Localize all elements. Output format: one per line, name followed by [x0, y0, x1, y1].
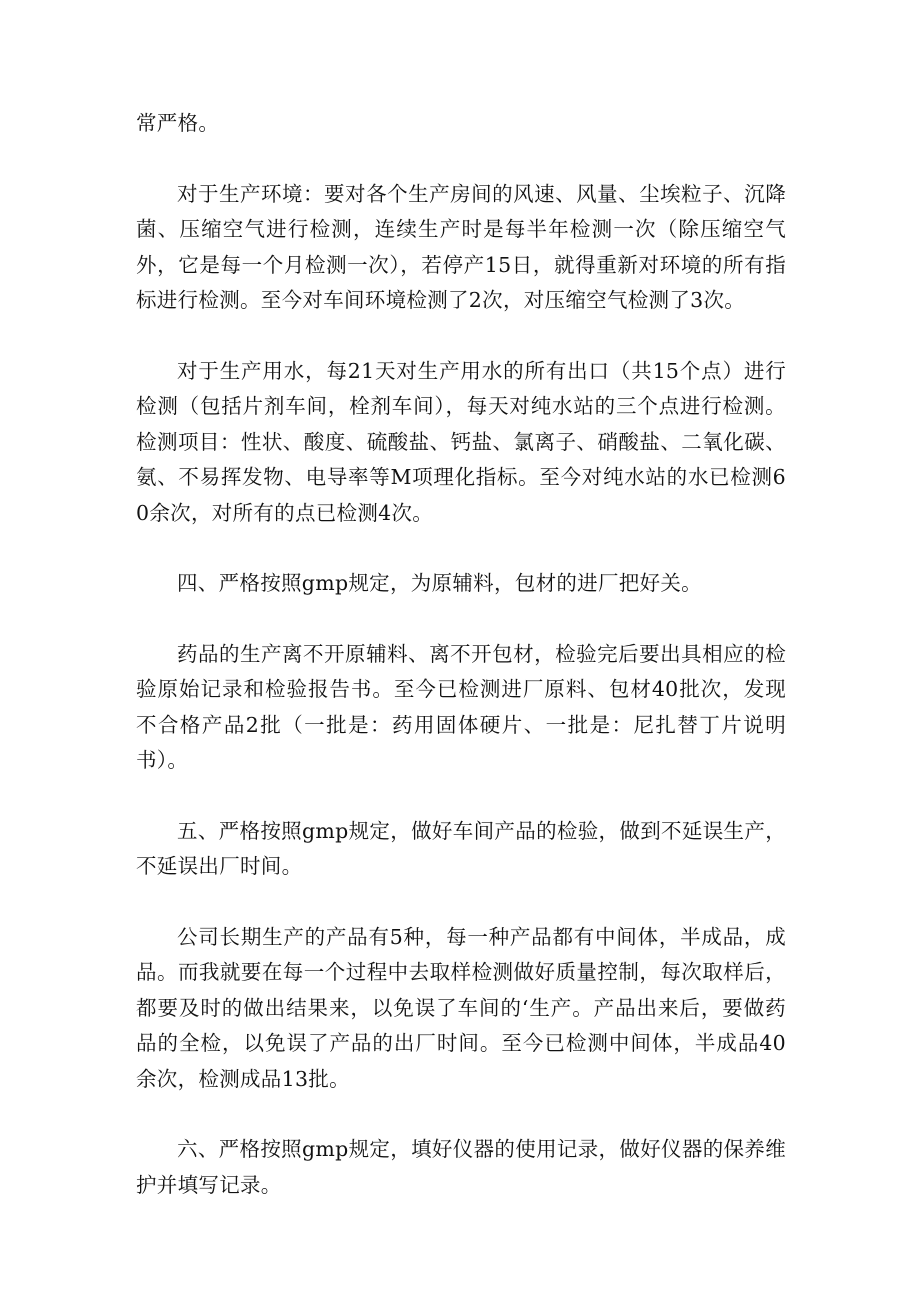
paragraph-production-water: 对于生产用水，每21天对生产用水的所有出口（共15个点）进行检测（包括片剂车间，栓剂车间），每天对纯水站的三个点进行检测。检测项目：性状、酸度、硫酸盐、钙盐、氯离子、硝酸盐、二氧化碳、氨、不易挥发物、电导率等M项理化指标。至今对纯水站的水已检测60余次，对所有的点已检测4次。 — [136, 358, 786, 525]
paragraph-production-environment: 对于生产环境：要对各个生产房间的风速、风量、尘埃粒子、沉降菌、压缩空气进行检测，连续生产时是每半年检测一次（除压缩空气外，它是每一个月检测一次），若停产15日，就得重新对环境的所有指标进行检测。至今对车间环境检测了2次，对压缩空气检测了3次。 — [136, 181, 786, 312]
section-heading-five: 五、严格按照gmp规定，做好车间产品的检验，做到不延误生产，不延误出厂时间。 — [136, 818, 786, 878]
paragraph-product-inspection: 公司长期生产的产品有5种，每一种产品都有中间体，半成品，成品。而我就要在每一个过程中去取样检测做好质量控制，每次取样后，都要及时的做出结果来，以免误了车间的‘生产。产品出来后，要做药品的全检，以免误了产品的出厂时间。至今已检测中间体，半成品40余次，检测成品13批。 — [136, 924, 786, 1091]
paragraph-continuation: 常严格。 — [136, 111, 220, 135]
paragraph-raw-materials: 药品的生产离不开原辅料、离不开包材，检验完后要出具相应的检验原始记录和检验报告书。至今已检测进厂原料、包材40批次，发现不合格产品2批（一批是：药用固体硬片、一批是：尼扎替丁片说明书）。 — [136, 641, 786, 772]
section-heading-four: 四、严格按照gmp规定，为原辅料，包材的进厂把好关。 — [177, 571, 702, 595]
document-page — [136, 106, 786, 1203]
section-heading-six: 六、严格按照gmp规定，填好仪器的使用记录，做好仪器的保养维护并填写记录。 — [136, 1137, 786, 1197]
